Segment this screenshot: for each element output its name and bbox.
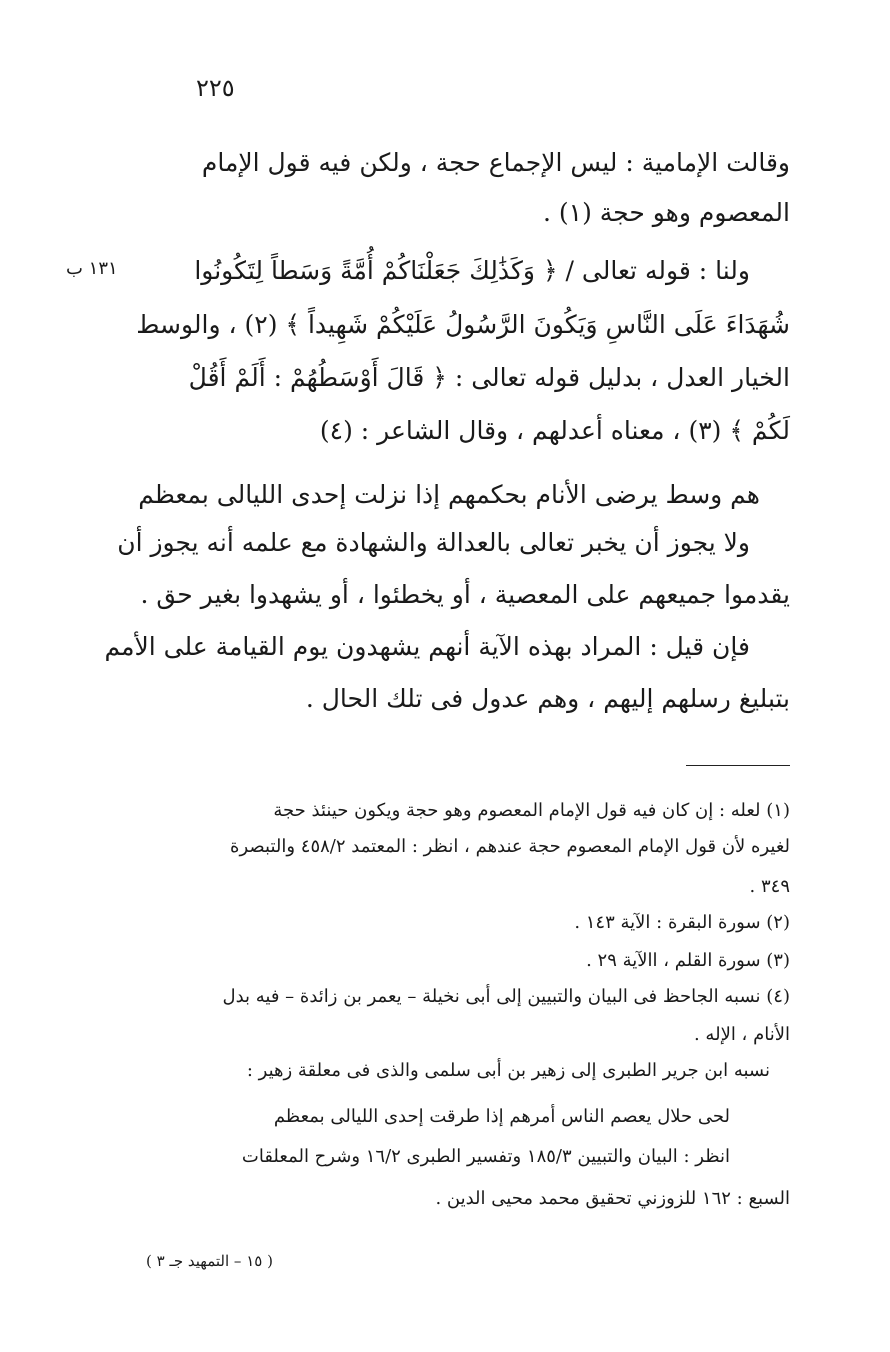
- body-line: شُهَدَاءَ عَلَى النَّاسِ وَيَكُونَ الرَّسُولُ عَلَيْكُمْ شَهِيداً ﴾ (٢) ، والوسط: [136, 310, 790, 339]
- body-line: فإن قيل : المراد بهذه الآية أنهم يشهدون يوم القيامة على الأمم: [104, 632, 750, 661]
- footnote-rule: [686, 765, 790, 766]
- body-line: بتبليغ رسلهم إليهم ، وهم عدول فى تلك الحال .: [305, 684, 790, 713]
- margin-note: ١٣١ ب: [66, 258, 118, 279]
- footnote-verse: لحى حلال يعصم الناس أمرهم إذا طرقت إحدى الليالى بمعظم: [273, 1106, 730, 1127]
- footnote-line: (٤) نسبه الجاحظ فى البيان والتبيين إلى أبى نخيلة – يعمر بن زائدة – فيه بدل: [222, 986, 790, 1007]
- body-line: ولنا : قوله تعالى / ﴿ وَكَذَٰلِكَ جَعَلْنَاكُمْ أُمَّةً وَسَطاً لِتَكُونُوا: [194, 256, 750, 285]
- footnote-line: (٣) سورة القلم ، االآية ٢٩ .: [586, 950, 790, 971]
- footnote-line: الأنام ، الإله .: [693, 1024, 790, 1045]
- body-line: يقدموا جميعهم على المعصية ، أو يخطئوا ، أو يشهدوا بغير حق .: [140, 580, 790, 609]
- main-text: [104, 0, 790, 760]
- body-line: الخيار العدل ، بدليل قوله تعالى : ﴿ قَالَ أَوْسَطُهُمْ : أَلَمْ أَقُلْ: [188, 363, 790, 392]
- footnote-line: السبع : ١٦٢ للزوزني تحقيق محمد محيى الدين .: [435, 1188, 790, 1209]
- footnote-line: لغيره لأن قول الإمام المعصوم حجة عندهم ، انظر : المعتمد ٤٥٨/٢ والتبصرة: [230, 836, 790, 857]
- signature-mark: ( ١٥ – التمهيد جـ ٣ ): [146, 1252, 273, 1270]
- footnote-line: (٢) سورة البقرة : الآية ١٤٣ .: [574, 912, 790, 933]
- body-line: ولا يجوز أن يخبر تعالى بالعدالة والشهادة مع علمه أنه يجوز أن: [117, 528, 750, 557]
- footnote-line: انظر : البيان والتبيين ١٨٥/٣ وتفسير الطبرى ١٦/٢ وشرح المعلقات: [241, 1146, 730, 1167]
- body-line: وقالت الإمامية : ليس الإجماع حجة ، ولكن فيه قول الإمام: [201, 148, 790, 177]
- body-line: المعصوم وهو حجة (١) .: [542, 198, 790, 227]
- verse-line: هم وسط يرضى الأنام بحكمهم إذا نزلت إحدى الليالى بمعظم: [138, 480, 760, 509]
- footnote-line: نسبه ابن جرير الطبرى إلى زهير بن أبى سلمى والذى فى معلقة زهير :: [246, 1060, 770, 1081]
- body-line: لَكُمْ ﴾ (٣) ، معناه أعدلهم ، وقال الشاعر : (٤): [319, 416, 790, 445]
- footnote-line: (١) لعله : إن كان فيه قول الإمام المعصوم وهو حجة ويكون حينئذ حجة: [273, 800, 790, 821]
- page-number: ٢٢٥: [196, 74, 235, 102]
- footnote-line: ٣٤٩ .: [749, 876, 790, 897]
